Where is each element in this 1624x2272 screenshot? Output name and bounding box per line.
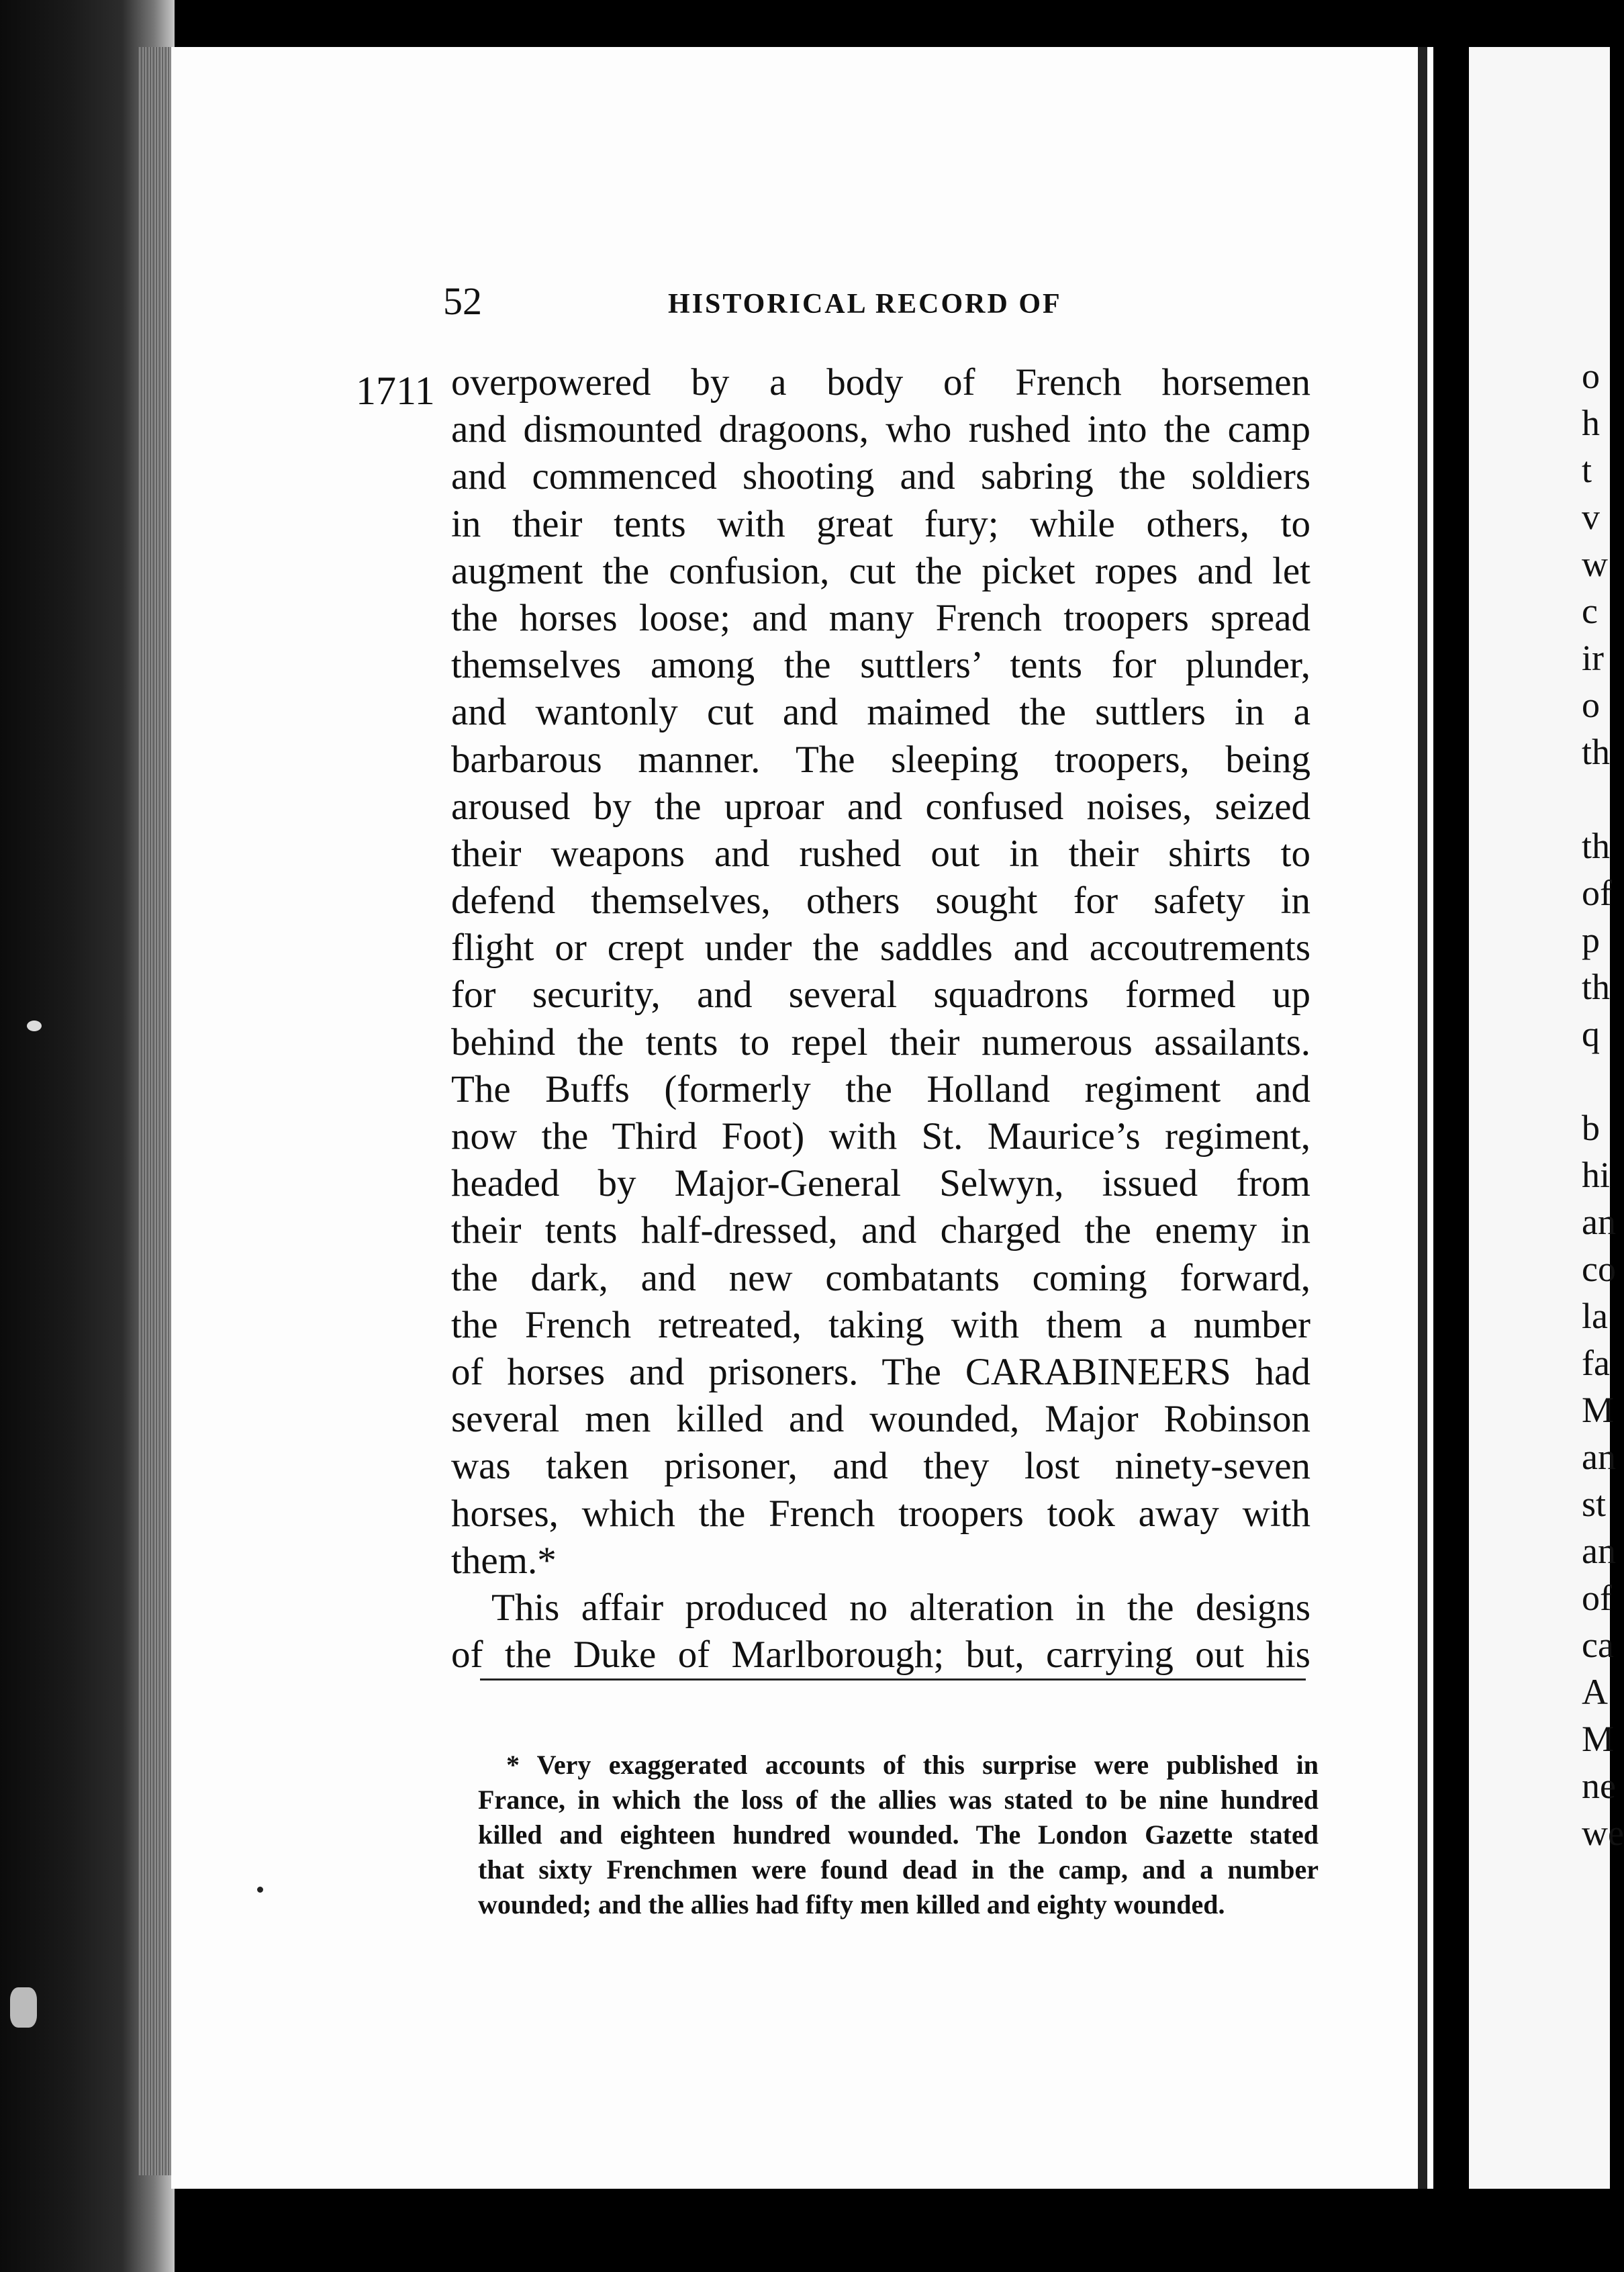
facing-fragment: w [1582, 544, 1608, 584]
text-line: of horses and prisoners. The CARABINEERS had [451, 1350, 1310, 1393]
facing-fragment [1582, 1057, 1610, 1104]
text-line: horses, which the French troopers took away with [451, 1492, 1310, 1535]
text-line: and wantonly cut and maimed the suttlers in a [451, 691, 1310, 734]
text-line: of the Duke of Marlborough; but, carrying out his [451, 1634, 1310, 1676]
footnote-rule [480, 1678, 1306, 1681]
running-title: HISTORICAL RECORD OF [668, 289, 1062, 320]
text-line: defend themselves, others sought for safety in [451, 880, 1310, 922]
facing-fragment: hi [1582, 1155, 1611, 1195]
text-line: the horses loose; and many French troopers spread [451, 596, 1310, 639]
facing-fragment: M [1582, 1390, 1615, 1430]
page-number: 52 [443, 279, 482, 323]
text-line: the dark, and new combatants coming forward, [451, 1256, 1310, 1299]
facing-fragment: c [1582, 591, 1598, 631]
facing-fragment: p [1582, 920, 1600, 960]
text-line: themselves among the suttlers’ tents for plunder, [451, 644, 1310, 687]
scan-speck [10, 1987, 37, 2028]
facing-fragment: b [1582, 1108, 1600, 1148]
text-line: augment the confusion, cut the picket ropes and let [451, 549, 1310, 592]
facing-fragment: ca [1582, 1625, 1614, 1665]
text-line: and commenced shooting and sabring the soldiers [451, 455, 1310, 498]
facing-fragment: co [1582, 1249, 1616, 1289]
facing-fragment: fa [1582, 1343, 1610, 1383]
text-line: their weapons and rushed out in their shirts to [451, 832, 1310, 875]
text-line: them.* [451, 1539, 557, 1582]
facing-fragment: an [1582, 1437, 1616, 1477]
facing-fragment: th [1582, 826, 1611, 866]
text-line: their tents half-dressed, and charged the enemy in [451, 1209, 1310, 1252]
facing-fragment [1582, 775, 1610, 822]
facing-fragment: q [1582, 1014, 1600, 1054]
facing-fragment: la [1582, 1296, 1608, 1336]
facing-fragment: o [1582, 685, 1600, 725]
footnote [478, 1748, 1319, 1922]
facing-fragment: st [1582, 1484, 1607, 1524]
facing-page-text [1582, 352, 1624, 1856]
facing-fragment: of [1582, 1578, 1612, 1618]
footnote-line: France, in which the loss of the allies was stated to be nine hundred [478, 1785, 1319, 1815]
footnote-line: wounded; and the allies had fifty men killed and eighty wounded. [478, 1889, 1225, 1920]
text-line: aroused by the uproar and confused noises, seized [451, 785, 1310, 828]
page-header [443, 279, 1114, 326]
facing-fragment: v [1582, 497, 1600, 537]
text-line: The Buffs (formerly the Holland regiment and [451, 1068, 1310, 1110]
facing-fragment: t [1582, 450, 1592, 490]
page-gutter-shadow [1418, 47, 1427, 2189]
text-line: in their tents with great fury; while others, to [451, 502, 1310, 545]
margin-year: 1711 [356, 369, 435, 413]
body-text [451, 359, 1310, 1678]
text-line: several men killed and wounded, Major Robinson [451, 1398, 1310, 1441]
facing-fragment: ne [1582, 1766, 1616, 1806]
facing-fragment: we [1582, 1813, 1624, 1853]
footnote-line: * Very exaggerated accounts of this surprise were published in [506, 1750, 1319, 1780]
text-line: behind the tents to repel their numerous assailants. [451, 1021, 1310, 1063]
text-line: flight or crept under the saddles and accoutrements [451, 927, 1310, 969]
text-line: barbarous manner. The sleeping troopers, being [451, 738, 1310, 781]
facing-fragment: of [1582, 873, 1612, 913]
text-line: and dismounted dragoons, who rushed into the camp [451, 408, 1310, 451]
footnote-line: killed and eighteen hundred wounded. The London Gazette stated [478, 1819, 1319, 1850]
facing-fragment: M [1582, 1719, 1615, 1759]
text-line: was taken prisoner, and they lost ninety-seven [451, 1445, 1310, 1488]
facing-fragment: th [1582, 967, 1611, 1007]
footnote-line: that sixty Frenchmen were found dead in the camp, and a number [478, 1854, 1319, 1885]
facing-fragment: A [1582, 1672, 1608, 1712]
facing-fragment: an [1582, 1202, 1616, 1242]
text-line: for security, and several squadrons formed up [451, 974, 1310, 1016]
facing-fragment: h [1582, 403, 1600, 443]
text-line: overpowered by a body of French horsemen [451, 361, 1310, 404]
ink-speck [257, 1887, 263, 1893]
facing-fragment: th [1582, 732, 1611, 772]
scan-speck [27, 1021, 42, 1031]
facing-fragment: an [1582, 1531, 1616, 1571]
facing-fragment: o [1582, 356, 1600, 396]
text-line: the French retreated, taking with them a number [451, 1303, 1310, 1346]
text-line: This affair produced no alteration in the designs [491, 1586, 1310, 1629]
facing-fragment: ir [1582, 638, 1604, 678]
text-line: now the Third Foot) with St. Maurice’s regiment, [451, 1115, 1310, 1157]
text-line: headed by Major-General Selwyn, issued from [451, 1162, 1310, 1205]
